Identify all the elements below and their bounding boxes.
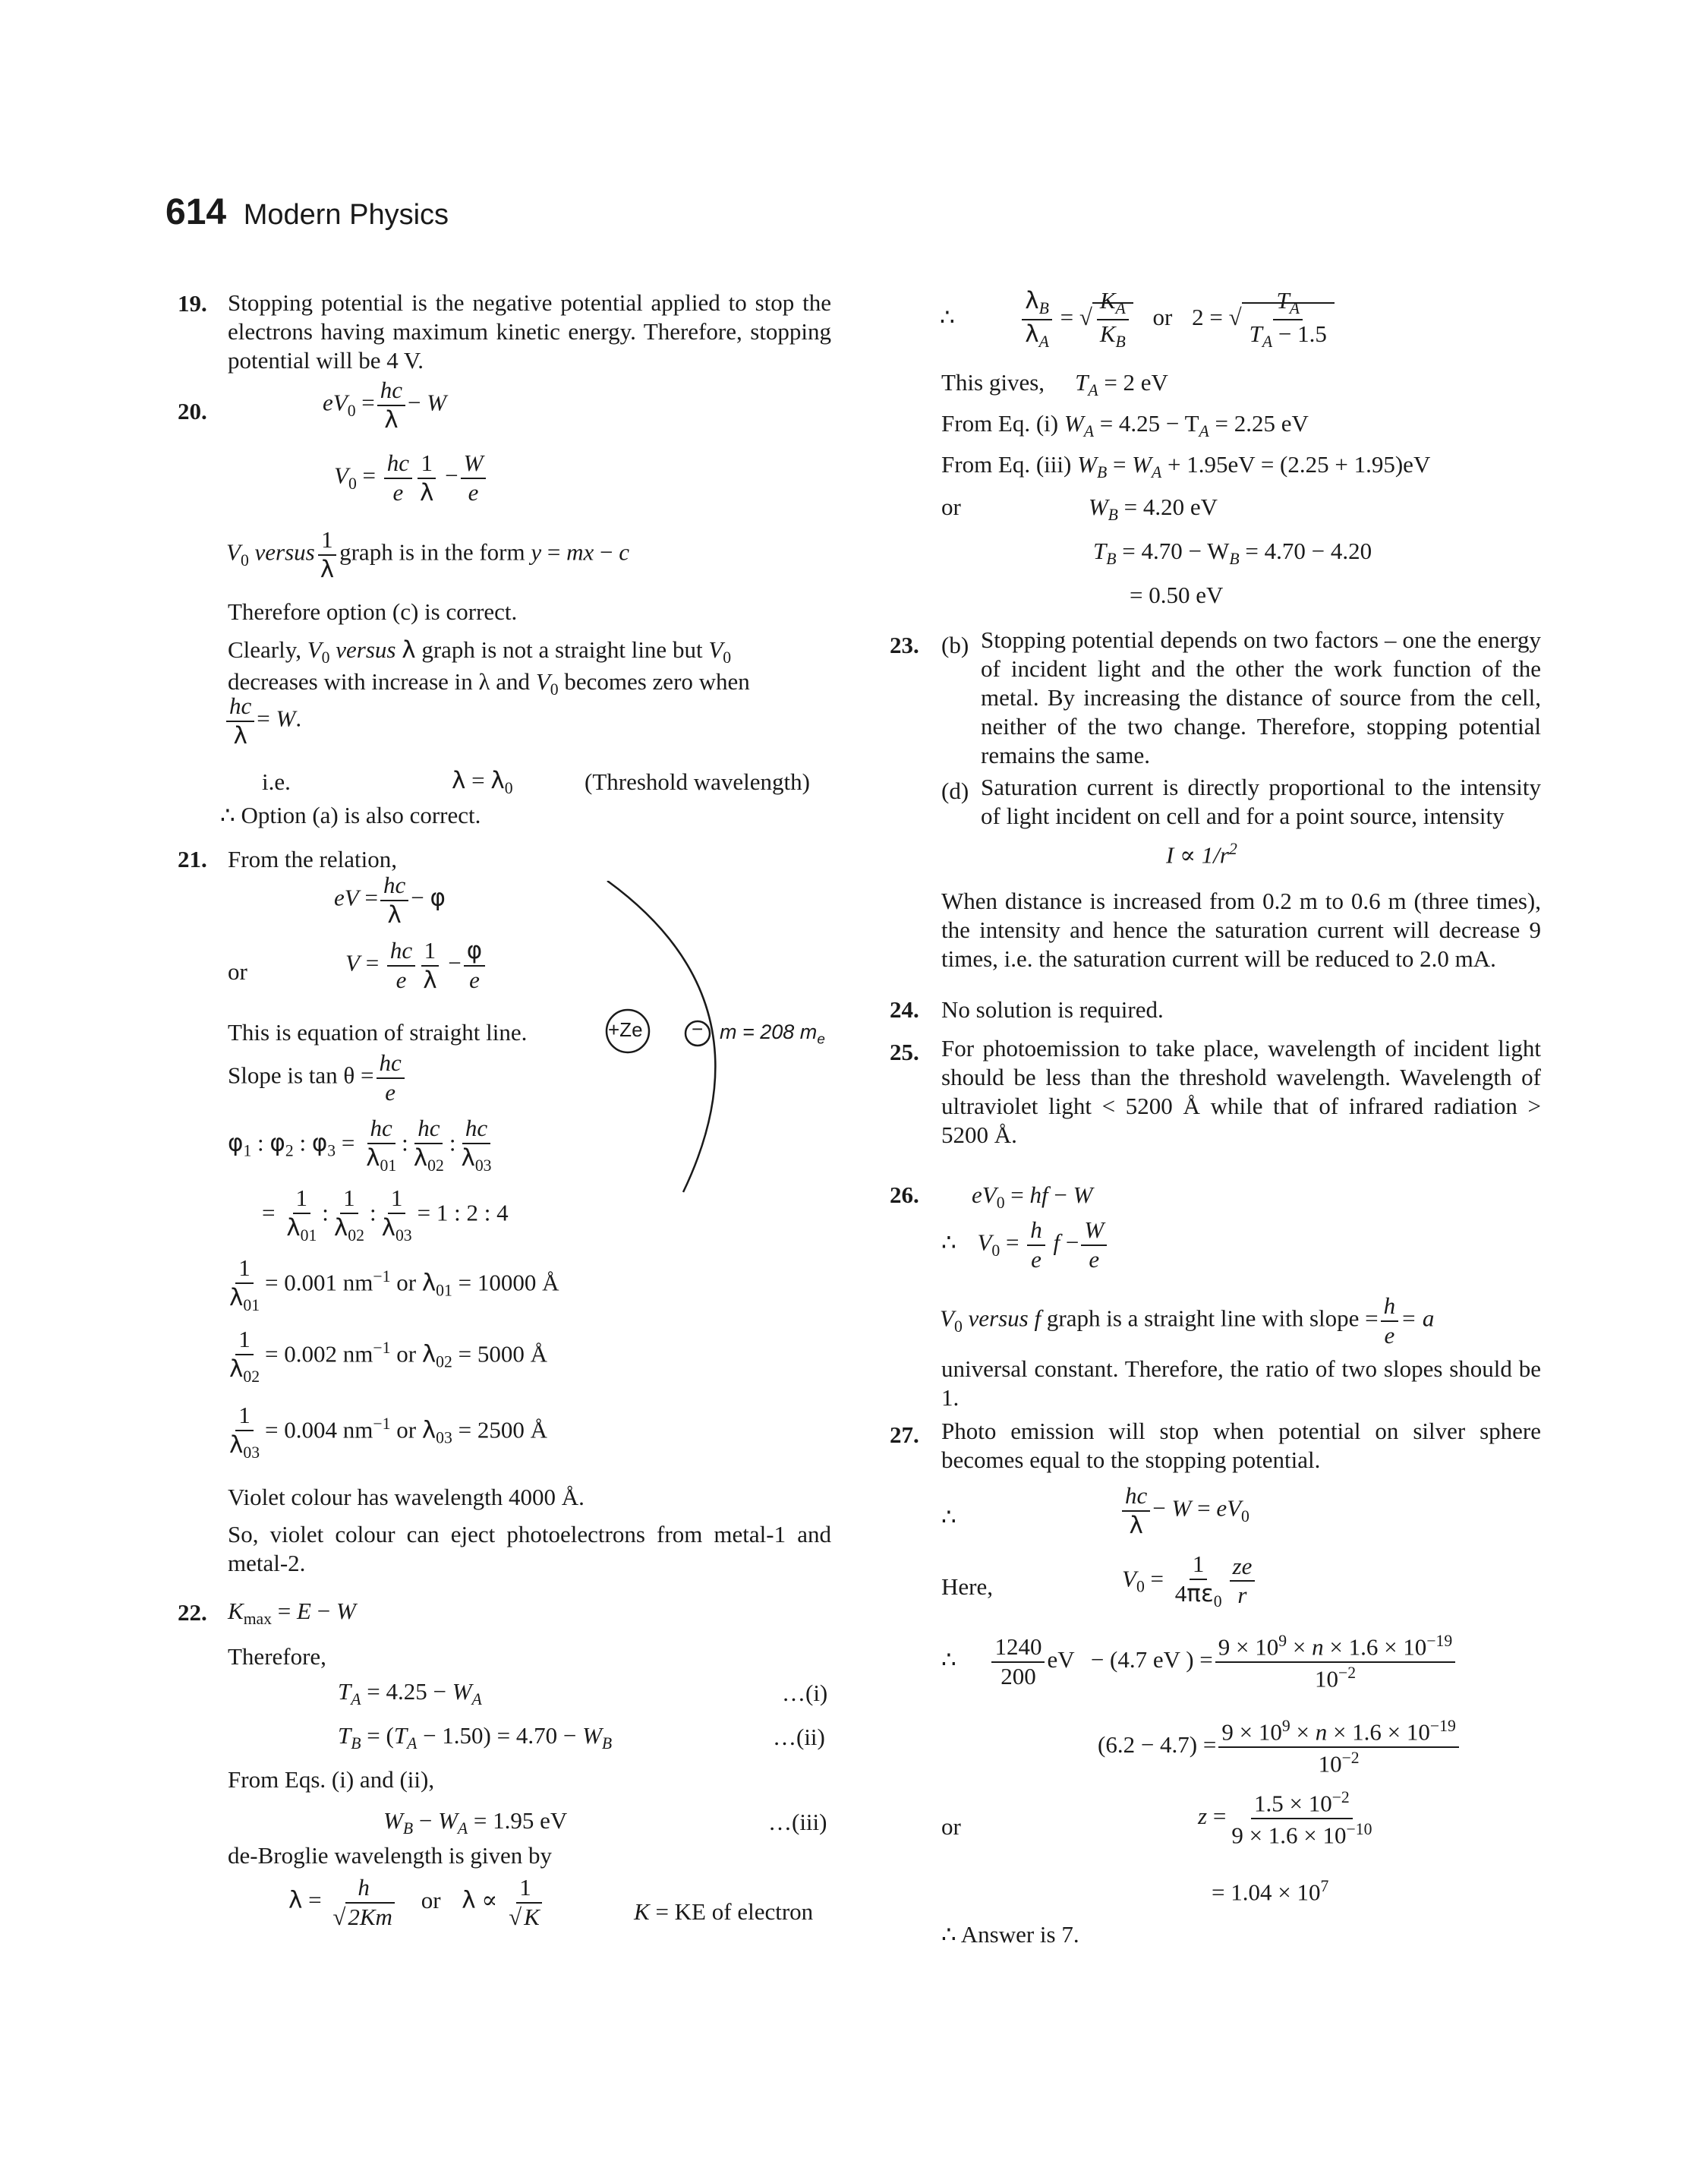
q24-number: 24.	[890, 996, 919, 1023]
q21-phi-ratio: $\varphi_1$ : $\varphi_2$ : $\varphi_3$ = $\frac{hc}{\lambda_{01}}$ : $\frac{hc}{\lambda_{02}}$ : $\frac{hc}{\lambda_{03}}$	[228, 1115, 492, 1175]
q27-z-num: 1.5 × 10	[1253, 1790, 1332, 1817]
q22-eq-iii: …(iii)	[768, 1809, 827, 1835]
q23-number: 23.	[890, 632, 919, 658]
mass-sub: e	[817, 1031, 825, 1048]
q19-number: 19.	[178, 290, 207, 317]
page-title: Modern Physics	[243, 199, 449, 231]
q21-r2b-text: = 5000 Å	[458, 1340, 547, 1368]
q21-violet: Violet colour has wavelength 4000 Å.	[228, 1484, 585, 1510]
q23-d-label: (d)	[941, 778, 969, 804]
q22-from-iii: From Eq. (iii) $W_B = W_A + 1.95eV = (2.25 + 1.95)eV$	[941, 451, 1431, 482]
q21-r2: $\frac{1}{\lambda_{02}}$ = 0.002 $nm^{-1}$ or $\lambda_{02} = 5000$ Å	[229, 1326, 547, 1386]
q21-r1b-text: = 10000 Å	[458, 1269, 559, 1296]
q22-debroglie: de-Broglie wavelength is given by	[228, 1842, 553, 1869]
q26-universal: universal constant. Therefore, the ratio of two slopes should be 1.	[941, 1355, 1541, 1411]
q21-straight: This is equation of straight line.	[228, 1019, 528, 1046]
q21-r3b-text: = 2500 Å	[458, 1416, 547, 1443]
q22-or-wb: or $W_B = 4.20$ eV	[941, 494, 1218, 525]
q23-d-formula-text: I ∝ 1/r	[1166, 841, 1229, 869]
q27-answer: ∴ Answer is 7.	[941, 1921, 1079, 1948]
q21-ratio-line: = $\frac{1}{\lambda_{01}}$ : $\frac{1}{\lambda_{02}}$ : $\frac{1}{\lambda_{03}}$ = 1 : 2 : 4	[262, 1185, 509, 1244]
q22-tb-val2: = 4.70 − 4.20	[1245, 538, 1372, 564]
q19-text: Stopping potential is the negative potential applied to stop the electrons having maximum kinetic energy. Therefore, stopping potential will be 4 V.	[228, 289, 831, 374]
q20-clearly-line: Clearly, $V_0$ versus λ graph is not a straight line but $V_0$	[228, 636, 732, 667]
q22-from-eqs: From Eqs. (i) and (ii),	[228, 1766, 435, 1793]
q22-wa-val2: = 2.25 eV	[1215, 410, 1309, 437]
q21-r3: $\frac{1}{\lambda_{03}}$ = 0.004 $nm^{-1}$ or $\lambda_{03} = 2500$ Å	[229, 1402, 547, 1462]
mass-text: m = 208 m	[720, 1021, 818, 1043]
q26-eq2: ∴ $V_0$ = $\frac{h}{e}$ f − $\frac{W}{e}$	[941, 1218, 1109, 1272]
q22-lambda-eq: λ = $\frac{h}{√2Km}$ or λ ∝ $\frac{1}{√K}$	[288, 1875, 547, 1929]
q20-eq1: $eV_0$ = $\frac{hc}{\lambda}$ − W	[323, 377, 447, 434]
q22-therefore: Therefore,	[228, 1643, 326, 1670]
q20-number: 20.	[178, 398, 207, 424]
q20-eq2: $V_0$ = $\frac{hc}{e}$ $\frac{1}{\lambda}$ − $\frac{W}{e}$	[334, 451, 488, 505]
q27-eq1: $\frac{hc}{\lambda}$ − $W = eV_0$	[1122, 1484, 1249, 1538]
q20-threshold-eq: $\lambda = \lambda_0$	[452, 767, 513, 798]
q22-ratio: ∴ $\frac{\lambda_B}{\lambda_A}$ = √ $\frac{K_A}{K_B}$ or 2 = √ $\frac{T_A}{T_A - 1.5}$	[940, 289, 1335, 351]
q22-kmax: $K_{max} = E - W$	[228, 1598, 356, 1629]
q21-eq1: eV = $\frac{hc}{\lambda}$ − φ	[334, 872, 446, 929]
nucleus-label: +Ze	[608, 1018, 643, 1041]
q22-wb-final: = 4.20 eV	[1123, 494, 1218, 520]
q23-b-label: (b)	[941, 632, 969, 658]
q22-ke-text: = KE of electron	[655, 1898, 814, 1925]
q20-decreases-line: decreases with increase in λ and $V_0$ becomes zero when	[228, 668, 750, 699]
q20-clearly-rest: graph is not a straight line but	[421, 636, 703, 663]
q20-graph-text: graph is in the form	[339, 538, 525, 566]
page-number: 614	[165, 192, 227, 232]
q27-v0-eq: $V_0$ = $\frac{1}{4\pi\varepsilon_0}$ $\frac{ze}{r}$	[1122, 1552, 1257, 1610]
q27-calc1: ∴ $\frac{1240}{200}$ eV − (4.7 eV ) = $\frac{9 \times 10^9 \times n \times 1.6 \times 10^{-19}}{10^{-2}}$	[941, 1633, 1457, 1692]
q27-text: Photo emission will stop when potential on silver sphere becomes equal to the stopping potential.	[941, 1418, 1541, 1473]
q21-from-relation: From the relation,	[228, 846, 397, 872]
page-header	[165, 191, 449, 233]
q27-or: or	[941, 1813, 961, 1840]
q26-eq1: $eV_0$ = hf − W	[972, 1181, 1093, 1213]
q27-z-eq: z = $\frac{1.5 \times 10^{-2}}{9 \times 1.6 \times 10^{-10}}$	[1198, 1788, 1372, 1849]
q24-text: No solution is required.	[941, 996, 1164, 1023]
q20-graph-line: $V_0$ versus $\frac{1}{\lambda}$ graph is in the form y = mx − c	[226, 526, 630, 583]
q22-number: 22.	[178, 1599, 207, 1626]
mass-label	[720, 1021, 825, 1048]
q22-or2: or	[941, 494, 961, 520]
q22-eq-tb: $T_B = (T_A - 1.50) = 4.70 - W_B$	[338, 1722, 613, 1753]
q23-paragraph: When distance is increased from 0.2 m to 0.6 m (three times), the intensity and hence the saturation current will decrease 9 times, i.e. the saturation current will be reduced to 2.0 mA.	[941, 888, 1541, 972]
q27-here: Here,	[941, 1573, 993, 1600]
q23-b-text: Stopping potential depends on two factors – one the energy of incident light and the other the work function of the metal. By increasing the distance of source from the cell, neither of the two change. Therefore, stopping potential remains the same.	[981, 626, 1541, 768]
q27-z-final-text: = 1.04 × 10	[1212, 1879, 1321, 1906]
q27-den1: 200	[1001, 1662, 1036, 1689]
q26-graph-line: $V_0$ versus f graph is a straight line with slope = $\frac{h}{e}$ = a	[940, 1292, 1435, 1349]
q21-r2-text: = 0.002 nm	[265, 1340, 373, 1368]
q21-number: 21.	[178, 846, 207, 872]
q22-from-i-text: From Eq. (i)	[941, 410, 1059, 437]
q20-becomes-zero: becomes zero when	[564, 668, 750, 695]
q21-slope: Slope is tan θ = $\frac{hc}{e}$	[228, 1051, 407, 1105]
q20-clearly: Clearly,	[228, 636, 301, 663]
q20-hc-w: $\frac{hc}{\lambda}$ = W.	[226, 694, 301, 748]
q27-number: 27.	[890, 1421, 919, 1448]
q27-calc2-lhs: (6.2 − 4.7) =	[1098, 1730, 1217, 1758]
q21-so-violet: So, violet colour can eject photoelectrons from metal-1 and metal-2.	[228, 1521, 831, 1576]
q23-d-formula: $I \propto 1/r^2$	[1166, 840, 1237, 869]
q21-eq2: V = $\frac{hc}{e}$ $\frac{1}{\lambda}$ − $\frac{\varphi}{e}$	[345, 939, 487, 992]
q26-number: 26.	[890, 1181, 919, 1208]
q22-wa-val: = 4.25 − T	[1099, 410, 1199, 437]
q23-d-text: Saturation current is directly proportional to the intensity of light incident on cell and for a point source, intensity	[981, 774, 1541, 829]
q27-therefore1: ∴	[941, 1503, 956, 1530]
q22-eq-ii: …(ii)	[773, 1724, 825, 1750]
q27-z-den: 9 × 1.6 × 10	[1231, 1822, 1347, 1849]
q25-number: 25.	[890, 1039, 919, 1065]
q20-decreases: decreases with increase in λ and	[228, 668, 531, 695]
q22-this-gives: This gives, $T_A = 2$ eV	[941, 369, 1168, 400]
q21-r1: $\frac{1}{\lambda_{01}}$ = 0.001 $nm^{-1}$ or $\lambda_{01} = 10000$ Å	[229, 1254, 559, 1314]
q21-r3-text: = 0.004 nm	[265, 1416, 373, 1443]
q22-this-gives-text: This gives,	[941, 369, 1045, 396]
q20-option-a: ∴ Option (a) is also correct.	[220, 802, 481, 828]
q22-wb-val: + 1.95eV = (2.25 + 1.95)eV	[1168, 451, 1431, 478]
q22-from-iii-text: From Eq. (iii)	[941, 451, 1072, 478]
q27-z-final: = $1.04 \times 10^7$	[1212, 1877, 1329, 1906]
q27-ev: eV	[1047, 1645, 1075, 1673]
q22-tb-line: $T_B = 4.70 - W_B = 4.70 - 4.20$	[1093, 538, 1372, 569]
q22-tb-val: = 4.70 − W	[1122, 538, 1230, 564]
q26-graph-end: = a	[1401, 1304, 1435, 1332]
q20-threshold: (Threshold wavelength)	[585, 768, 810, 795]
q22-ta-val: = 2 eV	[1104, 369, 1168, 396]
q22-tb-final: = 0.50 eV	[1130, 582, 1224, 608]
q20-option-c: Therefore option (c) is correct.	[228, 598, 518, 625]
q27-num1: 1240	[991, 1635, 1045, 1663]
q26-graph-text: graph is a straight line with slope	[1046, 1304, 1360, 1332]
q22-ke: K = KE of electron	[634, 1898, 814, 1925]
q22-eq-ta: $T_A = 4.25 - W_A$	[338, 1678, 482, 1709]
q25-text: For photoemission to take place, wavelength of incident light should be less than the threshold wavelength. Wavelength of ultraviolet light < 5200 Å while that of infrared radiation > 5200 Å.	[941, 1035, 1541, 1148]
q21-or: or	[228, 958, 247, 985]
q22-eq-wb-wa: $W_B - W_A = 1.95$ eV	[383, 1807, 568, 1838]
q21-ratio-result: = 1 : 2 : 4	[417, 1199, 509, 1226]
electron-label: −	[692, 1017, 704, 1040]
q21-r1-text: = 0.001 nm	[265, 1269, 373, 1296]
q22-from-i: From Eq. (i) $W_A = 4.25 - T_A = 2.25$ eV	[941, 410, 1309, 441]
q27-minus-ev: − (4.7 eV ) =	[1090, 1645, 1213, 1673]
q21-slope-text: Slope is tan θ =	[228, 1062, 374, 1089]
q20-ie: i.e.	[262, 768, 291, 795]
q27-calc2: (6.2 − 4.7) = $\frac{9 \times 10^9 \times n \times 1.6 \times 10^{-19}}{10^{-2}}$	[1098, 1718, 1461, 1777]
q22-or: or	[421, 1886, 441, 1913]
q22-eq-i: …(i)	[782, 1680, 828, 1706]
